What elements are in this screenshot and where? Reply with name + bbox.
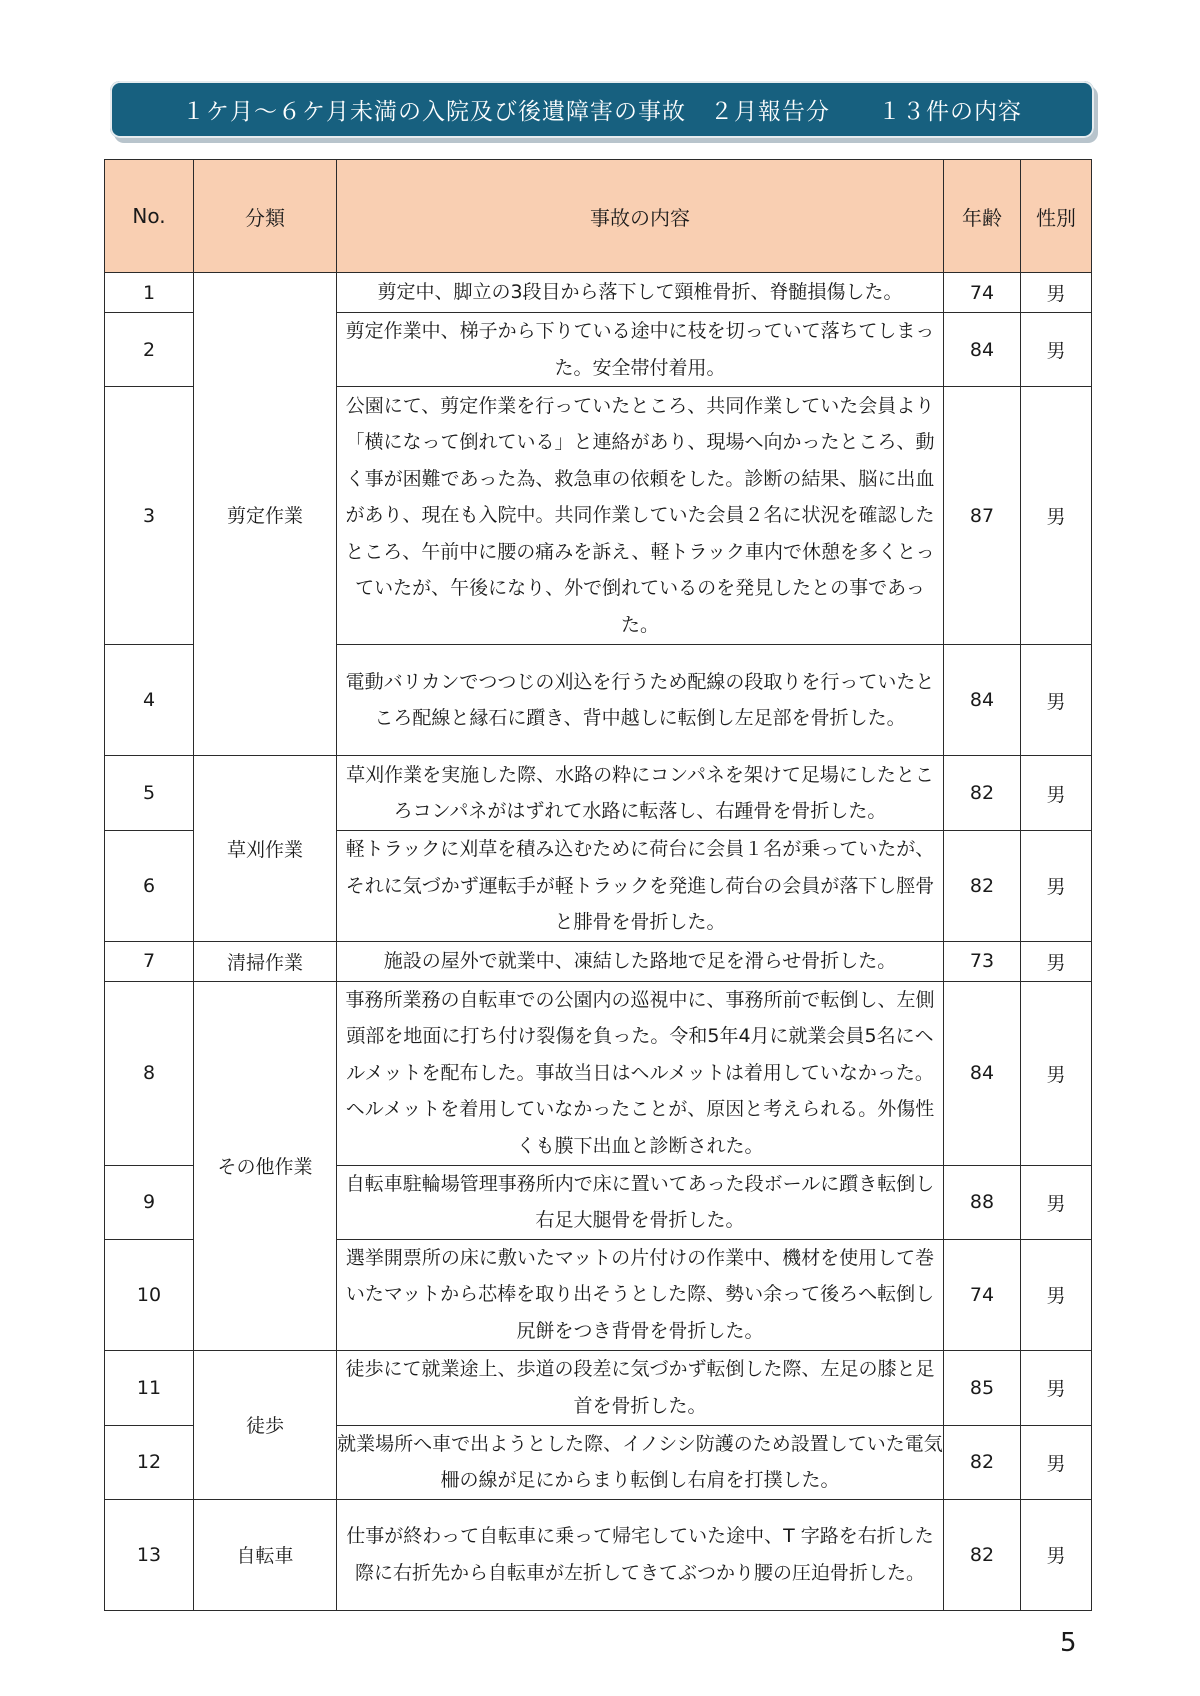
report-title-banner bbox=[110, 81, 1094, 138]
row-age: 82 bbox=[944, 831, 1021, 942]
row-content: 選挙開票所の床に敷いたマットの片付けの作業中、機材を使用して巻いたマットから芯棒を取り出そうとした際、勢い余って後ろへ転倒し尻餅をつき背骨を骨折した。 bbox=[337, 1239, 944, 1350]
row-content: 公園にて、剪定作業を行っていたところ、共同作業していた会員より「横になって倒れている」と連絡があり、現場へ向かったところ、動く事が困難であった為、救急車の依頼をした。診断の結果、脳に出血があり、現在も入院中。共同作業していた会員２名に状況を確認したところ、午前中に腰の痛みを訴え、軽トラック車内で休憩を多くとっていたが、午後になり、外で倒れているのを発見したとの事であった。 bbox=[337, 387, 944, 645]
row-content: 草刈作業を実施した際、水路の粋にコンパネを架けて足場にしたところコンパネがはずれて水路に転落し、右踵骨を骨折した。 bbox=[337, 756, 944, 831]
row-age: 84 bbox=[944, 645, 1021, 756]
row-sex: 男 bbox=[1021, 1350, 1092, 1425]
table-row bbox=[105, 756, 1092, 831]
row-age: 85 bbox=[944, 1350, 1021, 1425]
table-header-row bbox=[105, 160, 1092, 273]
header-category: 分類 bbox=[194, 160, 337, 273]
row-sex: 男 bbox=[1021, 1165, 1092, 1239]
row-no: 7 bbox=[105, 941, 194, 981]
row-no: 11 bbox=[105, 1350, 194, 1425]
row-age: 82 bbox=[944, 1425, 1021, 1499]
row-no: 10 bbox=[105, 1239, 194, 1350]
table-row bbox=[105, 1350, 1092, 1425]
header-content: 事故の内容 bbox=[337, 160, 944, 273]
row-category: 清掃作業 bbox=[194, 941, 337, 981]
row-category: 徒歩 bbox=[194, 1350, 337, 1499]
row-sex: 男 bbox=[1021, 273, 1092, 313]
row-category: 剪定作業 bbox=[194, 273, 337, 756]
row-content: 電動バリカンでつつじの刈込を行うため配線の段取りを行っていたところ配線と縁石に躓き、背中越しに転倒し左足部を骨折した。 bbox=[337, 645, 944, 756]
report-title: １ケ月～６ケ月未満の入院及び後遺障害の事故 ２月報告分 １３件の内容 bbox=[182, 99, 1022, 125]
row-age: 73 bbox=[944, 941, 1021, 981]
row-no: 1 bbox=[105, 273, 194, 313]
row-age: 74 bbox=[944, 1239, 1021, 1350]
row-no: 5 bbox=[105, 756, 194, 831]
row-no: 2 bbox=[105, 313, 194, 387]
row-no: 3 bbox=[105, 387, 194, 645]
row-category: 自転車 bbox=[194, 1499, 337, 1610]
row-sex: 男 bbox=[1021, 387, 1092, 645]
row-age: 88 bbox=[944, 1165, 1021, 1239]
table-row bbox=[105, 273, 1092, 313]
table-row bbox=[105, 1499, 1092, 1610]
row-content: 徒歩にて就業途上、歩道の段差に気づかず転倒した際、左足の膝と足首を骨折した。 bbox=[337, 1350, 944, 1425]
row-sex: 男 bbox=[1021, 313, 1092, 387]
row-no: 4 bbox=[105, 645, 194, 756]
row-content: 就業場所へ車で出ようとした際、イノシシ防護のため設置していた電気柵の線が足にからまり転倒し右肩を打撲した。 bbox=[337, 1425, 944, 1499]
row-content: 軽トラックに刈草を積み込むために荷台に会員１名が乗っていたが、それに気づかず運転手が軽トラックを発進し荷台の会員が落下し脛骨と腓骨を骨折した。 bbox=[337, 831, 944, 942]
row-content: 事務所業務の自転車での公園内の巡視中に、事務所前で転倒し、左側頭部を地面に打ち付け裂傷を負った。令和5年4月に就業会員5名にヘルメットを配布した。事故当日はヘルメットは着用していなかった。ヘルメットを着用していなかったことが、原因と考えられる。外傷性くも膜下出血と診断された。 bbox=[337, 981, 944, 1165]
row-no: 8 bbox=[105, 981, 194, 1165]
row-age: 84 bbox=[944, 313, 1021, 387]
row-sex: 男 bbox=[1021, 645, 1092, 756]
page-number: 5 bbox=[1060, 1628, 1077, 1658]
row-sex: 男 bbox=[1021, 1499, 1092, 1610]
row-sex: 男 bbox=[1021, 756, 1092, 831]
header-age: 年齢 bbox=[944, 160, 1021, 273]
row-content: 剪定中、脚立の3段目から落下して頸椎骨折、脊髄損傷した。 bbox=[337, 273, 944, 313]
accident-table bbox=[104, 159, 1092, 1611]
row-content: 仕事が終わって自転車に乗って帰宅していた途中、T 字路を右折した際に右折先から自転車が左折してきてぶつかり腰の圧迫骨折した。 bbox=[337, 1499, 944, 1610]
row-category: 草刈作業 bbox=[194, 756, 337, 942]
row-age: 87 bbox=[944, 387, 1021, 645]
row-no: 12 bbox=[105, 1425, 194, 1499]
row-no: 13 bbox=[105, 1499, 194, 1610]
row-sex: 男 bbox=[1021, 941, 1092, 981]
row-age: 82 bbox=[944, 756, 1021, 831]
row-content: 剪定作業中、梯子から下りている途中に枝を切っていて落ちてしまった。安全帯付着用。 bbox=[337, 313, 944, 387]
table-row bbox=[105, 941, 1092, 981]
row-content: 自転車駐輪場管理事務所内で床に置いてあった段ボールに躓き転倒し右足大腿骨を骨折した。 bbox=[337, 1165, 944, 1239]
table-row bbox=[105, 981, 1092, 1165]
row-sex: 男 bbox=[1021, 831, 1092, 942]
row-age: 82 bbox=[944, 1499, 1021, 1610]
row-no: 9 bbox=[105, 1165, 194, 1239]
row-category: その他作業 bbox=[194, 981, 337, 1350]
row-sex: 男 bbox=[1021, 1425, 1092, 1499]
row-content: 施設の屋外で就業中、凍結した路地で足を滑らせ骨折した。 bbox=[337, 941, 944, 981]
header-no: No. bbox=[105, 160, 194, 273]
row-age: 84 bbox=[944, 981, 1021, 1165]
header-sex: 性別 bbox=[1021, 160, 1092, 273]
row-no: 6 bbox=[105, 831, 194, 942]
row-sex: 男 bbox=[1021, 1239, 1092, 1350]
row-age: 74 bbox=[944, 273, 1021, 313]
row-sex: 男 bbox=[1021, 981, 1092, 1165]
